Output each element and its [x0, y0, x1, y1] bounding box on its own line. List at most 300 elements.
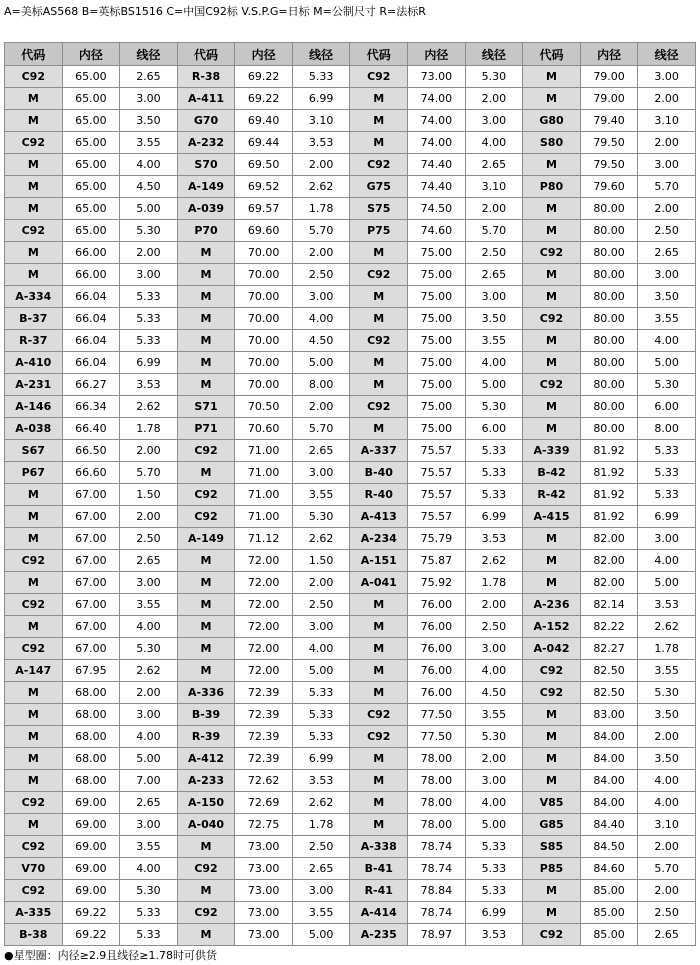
inner-diameter-cell: 65.00 [62, 66, 120, 88]
inner-diameter-cell: 66.00 [62, 264, 120, 286]
code-cell: M [5, 616, 63, 638]
inner-diameter-cell: 80.00 [580, 220, 638, 242]
inner-diameter-cell: 75.57 [408, 484, 466, 506]
cross-section-cell: 2.50 [292, 594, 350, 616]
cross-section-cell: 5.30 [120, 880, 178, 902]
cross-section-cell: 5.70 [292, 220, 350, 242]
table-row [5, 198, 696, 220]
code-cell: A-234 [350, 528, 408, 550]
cross-section-cell: 5.70 [120, 462, 178, 484]
cross-section-cell: 3.50 [120, 110, 178, 132]
code-cell: M [523, 352, 581, 374]
code-cell: M [177, 638, 235, 660]
inner-diameter-cell: 82.14 [580, 594, 638, 616]
cross-section-cell: 3.00 [120, 704, 178, 726]
table-row [5, 330, 696, 352]
inner-diameter-cell: 73.00 [235, 880, 293, 902]
cross-section-cell: 5.70 [465, 220, 523, 242]
cross-section-cell: 2.00 [638, 880, 696, 902]
code-cell: B-40 [350, 462, 408, 484]
cross-section-cell: 5.33 [120, 308, 178, 330]
cross-section-cell: 1.78 [292, 198, 350, 220]
code-cell: C92 [177, 858, 235, 880]
inner-diameter-cell: 67.00 [62, 616, 120, 638]
inner-diameter-cell: 75.00 [408, 264, 466, 286]
inner-diameter-cell: 74.60 [408, 220, 466, 242]
code-cell: M [177, 836, 235, 858]
table-row [5, 286, 696, 308]
cross-section-cell: 5.33 [292, 66, 350, 88]
cross-section-cell: 2.00 [465, 748, 523, 770]
cross-section-cell: 3.00 [465, 110, 523, 132]
inner-diameter-cell: 69.00 [62, 814, 120, 836]
code-cell: A-235 [350, 924, 408, 946]
table-row [5, 880, 696, 902]
inner-diameter-cell: 80.00 [580, 374, 638, 396]
cross-section-cell: 3.00 [292, 462, 350, 484]
cross-section-cell: 3.55 [120, 132, 178, 154]
inner-diameter-cell: 81.92 [580, 506, 638, 528]
cross-section-cell: 3.00 [120, 264, 178, 286]
code-cell: M [5, 704, 63, 726]
code-cell: S80 [523, 132, 581, 154]
cross-section-cell: 1.50 [120, 484, 178, 506]
cross-section-cell: 2.50 [638, 220, 696, 242]
code-cell: C92 [350, 704, 408, 726]
code-cell: M [350, 374, 408, 396]
code-cell: C92 [5, 836, 63, 858]
inner-diameter-cell: 74.40 [408, 154, 466, 176]
cross-section-cell: 4.50 [120, 176, 178, 198]
inner-diameter-cell: 68.00 [62, 770, 120, 792]
code-cell: M [5, 748, 63, 770]
table-row [5, 814, 696, 836]
cross-section-cell: 1.78 [120, 418, 178, 440]
inner-diameter-cell: 82.00 [580, 550, 638, 572]
cross-section-cell: 2.00 [120, 506, 178, 528]
footnote: ●星型圈：内径≥2.9且线径≥1.78时可供货 [4, 949, 218, 962]
inner-diameter-cell: 65.00 [62, 220, 120, 242]
table-row [5, 858, 696, 880]
inner-diameter-cell: 67.00 [62, 484, 120, 506]
cross-section-cell: 2.65 [638, 924, 696, 946]
inner-diameter-cell: 80.00 [580, 352, 638, 374]
table-row [5, 88, 696, 110]
inner-diameter-cell: 72.00 [235, 572, 293, 594]
inner-diameter-cell: 78.84 [408, 880, 466, 902]
code-cell: B-42 [523, 462, 581, 484]
cross-section-cell: 4.00 [465, 792, 523, 814]
cross-section-cell: 3.50 [465, 308, 523, 330]
cross-section-cell: 3.50 [638, 748, 696, 770]
code-cell: M [177, 308, 235, 330]
code-cell: A-152 [523, 616, 581, 638]
inner-diameter-cell: 72.39 [235, 726, 293, 748]
inner-diameter-cell: 82.00 [580, 528, 638, 550]
inner-diameter-cell: 72.62 [235, 770, 293, 792]
code-cell: C92 [523, 308, 581, 330]
cross-section-cell: 3.00 [120, 814, 178, 836]
cross-section-cell: 4.00 [292, 308, 350, 330]
code-cell: C92 [5, 880, 63, 902]
code-cell: M [523, 220, 581, 242]
cross-section-cell: 4.00 [638, 770, 696, 792]
code-cell: M [177, 594, 235, 616]
column-header: 内径 [408, 43, 466, 66]
cross-section-cell: 3.00 [638, 154, 696, 176]
cross-section-cell: 2.00 [638, 198, 696, 220]
code-cell: M [5, 242, 63, 264]
code-cell: M [5, 110, 63, 132]
column-header: 线径 [638, 43, 696, 66]
inner-diameter-cell: 66.04 [62, 308, 120, 330]
inner-diameter-cell: 66.40 [62, 418, 120, 440]
table-row [5, 572, 696, 594]
cross-section-cell: 2.00 [120, 682, 178, 704]
inner-diameter-cell: 66.27 [62, 374, 120, 396]
column-header: 内径 [62, 43, 120, 66]
inner-diameter-cell: 84.00 [580, 770, 638, 792]
code-cell: C92 [350, 396, 408, 418]
cross-section-cell: 6.99 [638, 506, 696, 528]
code-cell: C92 [350, 66, 408, 88]
code-cell: A-338 [350, 836, 408, 858]
code-cell: A-149 [177, 528, 235, 550]
inner-diameter-cell: 81.92 [580, 484, 638, 506]
code-cell: M [177, 572, 235, 594]
code-cell: M [523, 528, 581, 550]
inner-diameter-cell: 67.00 [62, 528, 120, 550]
cross-section-cell: 6.99 [292, 748, 350, 770]
inner-diameter-cell: 72.00 [235, 638, 293, 660]
inner-diameter-cell: 75.87 [408, 550, 466, 572]
code-cell: A-236 [523, 594, 581, 616]
inner-diameter-cell: 68.00 [62, 682, 120, 704]
inner-diameter-cell: 72.69 [235, 792, 293, 814]
cross-section-cell: 3.00 [465, 638, 523, 660]
inner-diameter-cell: 73.00 [235, 858, 293, 880]
table-row [5, 748, 696, 770]
cross-section-cell: 5.00 [638, 572, 696, 594]
cross-section-cell: 5.30 [465, 396, 523, 418]
cross-section-cell: 3.53 [292, 770, 350, 792]
code-cell: V70 [5, 858, 63, 880]
column-header: 线径 [465, 43, 523, 66]
cross-section-cell: 5.33 [465, 880, 523, 902]
table-row [5, 110, 696, 132]
inner-diameter-cell: 79.00 [580, 88, 638, 110]
code-cell: M [177, 550, 235, 572]
inner-diameter-cell: 67.00 [62, 638, 120, 660]
code-cell: M [177, 242, 235, 264]
cross-section-cell: 8.00 [638, 418, 696, 440]
cross-section-cell: 2.65 [638, 242, 696, 264]
code-cell: M [5, 88, 63, 110]
inner-diameter-cell: 77.50 [408, 704, 466, 726]
cross-section-cell: 4.00 [465, 660, 523, 682]
code-cell: A-415 [523, 506, 581, 528]
column-header: 代码 [350, 43, 408, 66]
inner-diameter-cell: 77.50 [408, 726, 466, 748]
code-cell: A-334 [5, 286, 63, 308]
code-cell: M [177, 374, 235, 396]
inner-diameter-cell: 69.57 [235, 198, 293, 220]
code-cell: S67 [5, 440, 63, 462]
code-cell: M [350, 286, 408, 308]
cross-section-cell: 4.00 [638, 550, 696, 572]
code-cell: M [350, 638, 408, 660]
table-row [5, 660, 696, 682]
code-cell: R-42 [523, 484, 581, 506]
cross-section-cell: 5.00 [292, 924, 350, 946]
inner-diameter-cell: 80.00 [580, 308, 638, 330]
cross-section-cell: 3.53 [638, 594, 696, 616]
inner-diameter-cell: 71.12 [235, 528, 293, 550]
inner-diameter-cell: 66.60 [62, 462, 120, 484]
table-row [5, 792, 696, 814]
code-cell: V85 [523, 792, 581, 814]
column-header: 线径 [120, 43, 178, 66]
cross-section-cell: 2.50 [465, 616, 523, 638]
cross-section-cell: 2.50 [292, 264, 350, 286]
code-cell: P80 [523, 176, 581, 198]
cross-section-cell: 2.65 [120, 66, 178, 88]
inner-diameter-cell: 78.00 [408, 814, 466, 836]
code-cell: M [5, 506, 63, 528]
table-row [5, 176, 696, 198]
code-cell: A-146 [5, 396, 63, 418]
code-cell: C92 [5, 132, 63, 154]
code-cell: A-232 [177, 132, 235, 154]
table-row [5, 528, 696, 550]
code-cell: A-231 [5, 374, 63, 396]
cross-section-cell: 5.33 [638, 462, 696, 484]
cross-section-cell: 2.50 [465, 242, 523, 264]
cross-section-cell: 3.55 [638, 660, 696, 682]
inner-diameter-cell: 80.00 [580, 198, 638, 220]
code-cell: M [350, 682, 408, 704]
code-cell: A-149 [177, 176, 235, 198]
inner-diameter-cell: 80.00 [580, 264, 638, 286]
code-cell: C92 [5, 792, 63, 814]
cross-section-cell: 4.00 [120, 726, 178, 748]
table-row [5, 484, 696, 506]
cross-section-cell: 3.00 [120, 572, 178, 594]
inner-diameter-cell: 75.00 [408, 286, 466, 308]
inner-diameter-cell: 74.50 [408, 198, 466, 220]
inner-diameter-cell: 67.95 [62, 660, 120, 682]
table-row [5, 352, 696, 374]
inner-diameter-cell: 80.00 [580, 286, 638, 308]
column-header: 内径 [235, 43, 293, 66]
cross-section-cell: 2.62 [292, 528, 350, 550]
cross-section-cell: 5.00 [292, 352, 350, 374]
inner-diameter-cell: 69.52 [235, 176, 293, 198]
cross-section-cell: 3.55 [120, 594, 178, 616]
inner-diameter-cell: 69.22 [62, 924, 120, 946]
cross-section-cell: 4.00 [465, 132, 523, 154]
table-row [5, 550, 696, 572]
inner-diameter-cell: 81.92 [580, 440, 638, 462]
inner-diameter-cell: 70.00 [235, 374, 293, 396]
code-cell: M [350, 814, 408, 836]
table-row [5, 220, 696, 242]
cross-section-cell: 4.50 [465, 682, 523, 704]
code-cell: C92 [523, 682, 581, 704]
inner-diameter-cell: 65.00 [62, 88, 120, 110]
code-cell: R-40 [350, 484, 408, 506]
inner-diameter-cell: 76.00 [408, 638, 466, 660]
cross-section-cell: 2.50 [638, 902, 696, 924]
code-cell: B-39 [177, 704, 235, 726]
inner-diameter-cell: 68.00 [62, 748, 120, 770]
code-cell: M [5, 176, 63, 198]
cross-section-cell: 2.65 [292, 858, 350, 880]
code-cell: M [350, 748, 408, 770]
code-cell: M [5, 528, 63, 550]
cross-section-cell: 5.33 [638, 440, 696, 462]
code-cell: M [350, 418, 408, 440]
code-cell: A-039 [177, 198, 235, 220]
cross-section-cell: 3.00 [292, 286, 350, 308]
code-cell: M [5, 572, 63, 594]
inner-diameter-cell: 72.39 [235, 682, 293, 704]
inner-diameter-cell: 79.40 [580, 110, 638, 132]
inner-diameter-cell: 69.50 [235, 154, 293, 176]
cross-section-cell: 5.70 [638, 176, 696, 198]
cross-section-cell: 3.53 [292, 132, 350, 154]
cross-section-cell: 3.00 [638, 264, 696, 286]
code-cell: A-147 [5, 660, 63, 682]
code-cell: B-38 [5, 924, 63, 946]
inner-diameter-cell: 70.60 [235, 418, 293, 440]
inner-diameter-cell: 73.00 [235, 836, 293, 858]
code-cell: C92 [350, 330, 408, 352]
table-body [5, 66, 696, 946]
cross-section-cell: 5.00 [465, 374, 523, 396]
inner-diameter-cell: 70.00 [235, 286, 293, 308]
inner-diameter-cell: 67.00 [62, 572, 120, 594]
cross-section-cell: 2.00 [638, 836, 696, 858]
inner-diameter-cell: 78.00 [408, 770, 466, 792]
code-cell: G75 [350, 176, 408, 198]
inner-diameter-cell: 70.00 [235, 352, 293, 374]
inner-diameter-cell: 80.00 [580, 396, 638, 418]
cross-section-cell: 2.62 [292, 176, 350, 198]
column-header: 线径 [292, 43, 350, 66]
inner-diameter-cell: 85.00 [580, 902, 638, 924]
inner-diameter-cell: 82.50 [580, 660, 638, 682]
inner-diameter-cell: 74.00 [408, 110, 466, 132]
table-header-row [5, 43, 696, 66]
inner-diameter-cell: 82.00 [580, 572, 638, 594]
inner-diameter-cell: 65.00 [62, 176, 120, 198]
code-cell: M [523, 286, 581, 308]
code-cell: R-41 [350, 880, 408, 902]
cross-section-cell: 5.00 [120, 198, 178, 220]
code-cell: M [523, 330, 581, 352]
inner-diameter-cell: 69.00 [62, 792, 120, 814]
cross-section-cell: 3.53 [465, 924, 523, 946]
cross-section-cell: 4.00 [120, 616, 178, 638]
cross-section-cell: 2.00 [292, 242, 350, 264]
code-cell: A-041 [350, 572, 408, 594]
inner-diameter-cell: 78.97 [408, 924, 466, 946]
cross-section-cell: 2.62 [120, 660, 178, 682]
cross-section-cell: 2.00 [465, 594, 523, 616]
table-row [5, 638, 696, 660]
inner-diameter-cell: 72.39 [235, 704, 293, 726]
inner-diameter-cell: 69.00 [62, 858, 120, 880]
cross-section-cell: 5.30 [638, 374, 696, 396]
inner-diameter-cell: 76.00 [408, 616, 466, 638]
inner-diameter-cell: 70.50 [235, 396, 293, 418]
cross-section-cell: 2.65 [120, 792, 178, 814]
code-cell: A-414 [350, 902, 408, 924]
cross-section-cell: 5.33 [465, 836, 523, 858]
code-cell: M [177, 924, 235, 946]
inner-diameter-cell: 84.40 [580, 814, 638, 836]
inner-diameter-cell: 73.00 [235, 924, 293, 946]
inner-diameter-cell: 69.22 [235, 88, 293, 110]
code-cell: M [523, 264, 581, 286]
code-cell: A-339 [523, 440, 581, 462]
code-cell: M [350, 660, 408, 682]
inner-diameter-cell: 69.60 [235, 220, 293, 242]
code-cell: M [523, 572, 581, 594]
oring-size-table [4, 42, 696, 946]
column-header: 内径 [580, 43, 638, 66]
cross-section-cell: 2.00 [638, 132, 696, 154]
cross-section-cell: 5.33 [292, 682, 350, 704]
cross-section-cell: 6.00 [638, 396, 696, 418]
code-cell: S75 [350, 198, 408, 220]
cross-section-cell: 2.65 [120, 550, 178, 572]
inner-diameter-cell: 75.57 [408, 462, 466, 484]
table-row [5, 154, 696, 176]
code-cell: M [350, 616, 408, 638]
column-header: 代码 [523, 43, 581, 66]
inner-diameter-cell: 66.04 [62, 286, 120, 308]
inner-diameter-cell: 75.00 [408, 374, 466, 396]
code-cell: A-233 [177, 770, 235, 792]
cross-section-cell: 1.50 [292, 550, 350, 572]
inner-diameter-cell: 66.04 [62, 330, 120, 352]
table-row [5, 66, 696, 88]
code-cell: M [350, 88, 408, 110]
code-cell: M [5, 484, 63, 506]
inner-diameter-cell: 70.00 [235, 242, 293, 264]
code-cell: M [523, 770, 581, 792]
inner-diameter-cell: 69.22 [235, 66, 293, 88]
inner-diameter-cell: 71.00 [235, 506, 293, 528]
inner-diameter-cell: 71.00 [235, 484, 293, 506]
inner-diameter-cell: 66.34 [62, 396, 120, 418]
table-row [5, 396, 696, 418]
code-cell: S85 [523, 836, 581, 858]
cross-section-cell: 5.33 [465, 440, 523, 462]
cross-section-cell: 2.00 [120, 242, 178, 264]
code-cell: G85 [523, 814, 581, 836]
code-cell: C92 [177, 440, 235, 462]
code-cell: G70 [177, 110, 235, 132]
code-cell: C92 [350, 726, 408, 748]
cross-section-cell: 5.30 [465, 726, 523, 748]
table-row [5, 242, 696, 264]
cross-section-cell: 2.62 [120, 396, 178, 418]
cross-section-cell: 5.00 [292, 660, 350, 682]
cross-section-cell: 5.30 [120, 220, 178, 242]
